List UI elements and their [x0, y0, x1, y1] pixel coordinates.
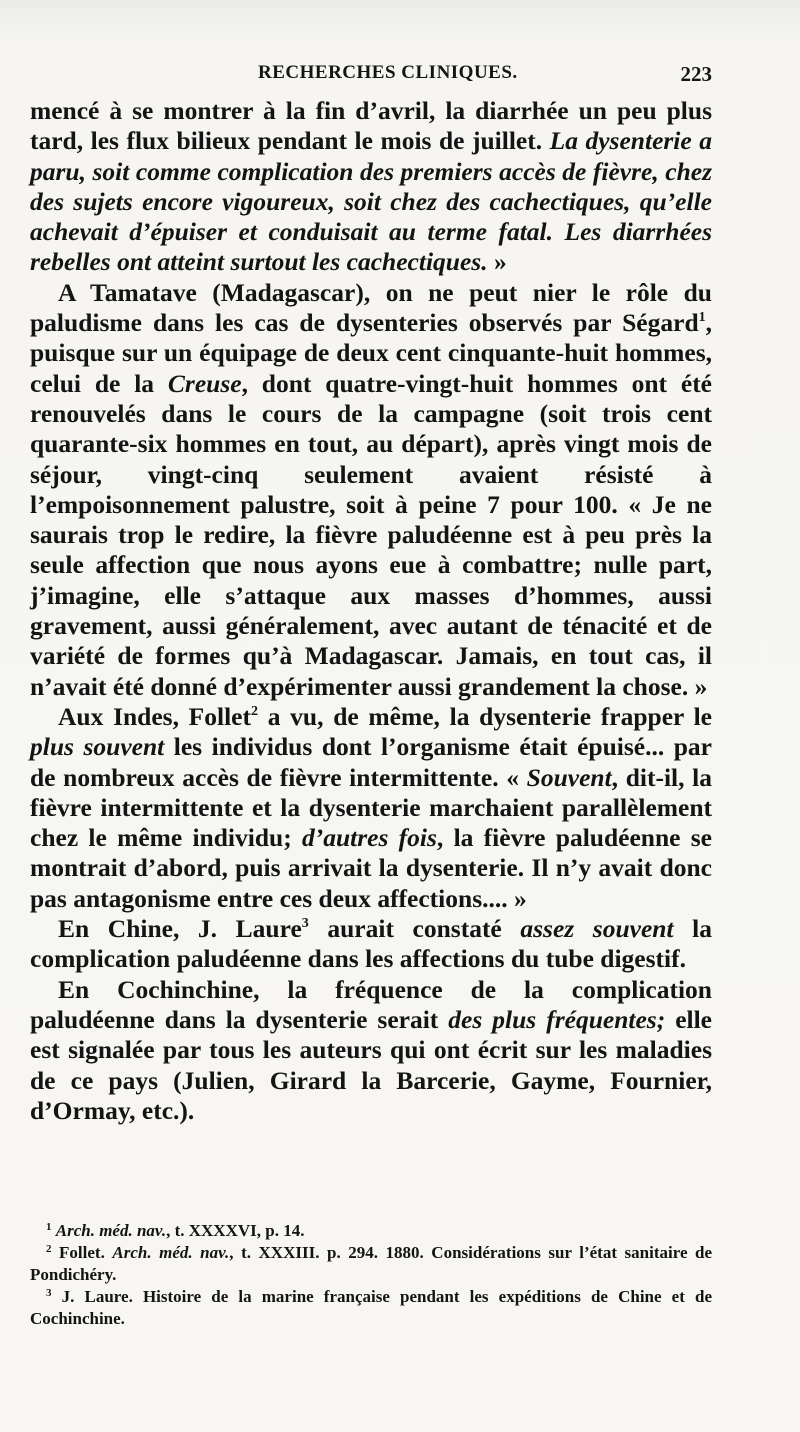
footnote-1: $^1$ Arch. méd. nav., t. XXXXVI, p. 14. — [46, 1221, 305, 1240]
footnote-ref-2: 2 — [251, 703, 258, 719]
footnote-2: $^2$ Follet. Arch. méd. nav., t. XXXIII. p. 294. 1880. Considérations sur l’état sanitaire de Pondichéry. — [30, 1243, 713, 1284]
footnote-ref-1: 1 — [698, 310, 706, 326]
paragraph-4: En Chine, J. Laure$^3$ aurait constaté assez souvent la complication paludéenne dans les affections du tube digestif. — [30, 914, 712, 974]
body-text — [30, 96, 712, 1126]
paragraph-5: En Cochinchine, la fréquence de la complication paludéenne dans la dysenterie serait des plus fréquentes; elle est signalée par tous les auteurs qui ont écrit sur les maladies de ce pays (Julien, Girard la Barcerie, Gayme, Fournier, d’Ormay, etc.). — [30, 974, 712, 1125]
page-header — [32, 58, 712, 90]
paragraph-2: A Tamatave (Madagascar), on ne peut nier le rôle du paludisme dans les cas de dysenteries observés par Ségard$^1$, puisque sur un équipage de deux cent cinquante-huit hommes, celui de la Creuse, dont quatre-vingt-huit hommes ont été renouvelés dans le cours de la campagne (soit trois cent quarante-six hommes en tout, au départ), après vingt mois de séjour, vingt-cinq seulement avaient résisté à l’empoisonnement palustre, soit à peine 7 pour 100. « Je ne saurais trop le redire, la fièvre paludéenne est à peu près la seule affection que nous ayons eue à combattre; nulle part, j’imagine, elle s’attaque aux masses d’hommes, aussi gravement, aussi généralement, avec autant de ténacité et de variété de formes qu’à Madagascar. Jamais, en tout cas, il n’avait été donné d’expérimenter aussi grandement la chose. » — [30, 277, 712, 701]
running-head: RECHERCHES CLINIQUES. — [258, 62, 518, 83]
paragraph-3: Aux Indes, Follet$^2$ a vu, de même, la dysenterie frapper le plus souvent les individus dont l’organisme était épuisé... par de nombreux accès de fièvre intermittente. « Souvent, dit-il, la fièvre intermittente et la dysenterie marchaient parallèlement chez le même individu; d’autres fois, la fièvre paludéenne se montrait d’abord, puis arrivait la dysenterie. Il n’y avait donc pas antagonisme entre ces deux affections.... » — [30, 701, 712, 913]
page-number: 223 — [680, 62, 712, 86]
footnotes — [30, 1220, 712, 1330]
footnote-3: $^3$ J. Laure. Histoire de la marine française pendant les expéditions de Chine et de Cochinchine. — [30, 1287, 712, 1328]
footnote-ref-3: 3 — [301, 916, 309, 932]
paragraph-1: mencé à se montrer à la fin d’avril, la diarrhée un peu plus tard, les flux bilieux pendant le mois de juillet. La dysenterie a paru, soit comme complication des premiers accès de fièvre, chez des sujets encore vigoureux, soit chez des cachectiques, qu’elle achevait d’épuiser et conduisait au terme fatal. Les diarrhées rebelles ont atteint surtout les cachectiques. » — [30, 96, 712, 277]
